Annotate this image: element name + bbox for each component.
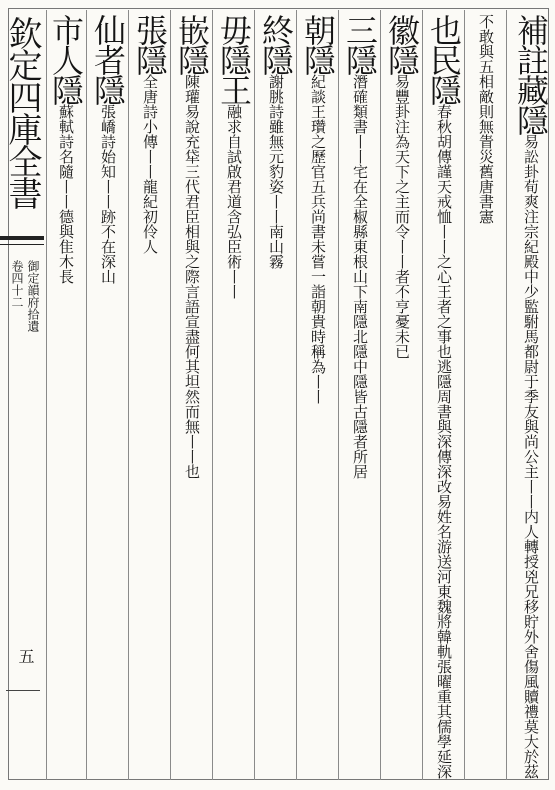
edition-band-thin xyxy=(0,244,44,245)
edition-title: 欽定四庫全書 xyxy=(2,16,42,208)
column-4-text: 易豐卦注為天下之主而令丨丨者不亨憂未已 xyxy=(393,74,411,359)
column-5 xyxy=(338,10,380,780)
column-3-headword: 也民隱 xyxy=(425,14,463,104)
folio-rule xyxy=(6,690,40,691)
column-8-headword: 毋隱王 xyxy=(215,14,253,104)
column-2 xyxy=(464,10,506,780)
column-1 xyxy=(506,10,551,780)
column-3 xyxy=(422,10,464,780)
folio-number: 五 xyxy=(16,648,35,664)
column-7 xyxy=(254,10,296,780)
column-10 xyxy=(128,10,170,780)
column-6 xyxy=(296,10,338,780)
column-4 xyxy=(380,10,422,780)
column-9-headword: 嵌隱 xyxy=(173,14,211,74)
column-4-headword: 徽隱 xyxy=(383,14,421,74)
column-6-text: 紀談王瓚之歷官五兵尚書未嘗一詣朝貴時稱為丨丨 xyxy=(309,74,327,404)
column-11-text: 張嶠詩始知丨丨跡不在深山 xyxy=(99,104,117,284)
column-6-headword: 朝隱 xyxy=(299,14,337,74)
column-3-text: 春秋胡傳謹天戒恤丨丨之心王者之事也逃隱周書與深傳深改易姓名游送河東魏將韓軌張曜重其儒學延深 xyxy=(435,104,453,779)
column-8 xyxy=(212,10,254,780)
column-5-text: 潛確類書丨丨宅在全椒縣東根山下南隱北隱中隱皆古隱者所居 xyxy=(351,74,369,479)
column-7-text: 謝朓詩雖無元豹姿丨丨南山霧 xyxy=(267,74,285,269)
column-7-headword: 終隱 xyxy=(257,14,295,74)
column-10-headword: 張隱 xyxy=(131,14,169,74)
text-columns xyxy=(46,10,551,780)
column-1-text: 易訟卦荀爽注宗紀殿中少監駙馬都尉于季友與尚公主丨丨内人轉授兇兄移貯外舍傷風贖禮莫大於茲 xyxy=(522,134,540,779)
edition-subtitle-book: 御定韻府拾遺 xyxy=(26,260,40,332)
column-5-headword: 三隱 xyxy=(341,14,379,74)
column-12 xyxy=(46,10,86,780)
column-8-text: 融求自試啟君道含弘臣術丨丨 xyxy=(225,104,243,299)
column-10-text: 全唐詩小傳丨丨龍紀初伶人 xyxy=(141,74,159,254)
column-9-text: 陳瓘易說充牮三代君臣相與之際言語宣盡何其坦然而無丨丨也 xyxy=(183,74,201,479)
edition-subtitle-volume: 卷四十二 xyxy=(10,260,24,308)
column-12-text: 蘇軾詩名隨丨丨德與隹木長 xyxy=(57,104,75,284)
column-11 xyxy=(86,10,128,780)
column-2-text: 不敢與五相敵則無眚災舊唐書憲 xyxy=(477,14,495,224)
column-9 xyxy=(170,10,212,780)
edition-strip xyxy=(0,8,44,788)
column-1-headword: 補註藏隱 xyxy=(512,14,550,134)
column-12-headword: 市人隱 xyxy=(47,14,85,104)
column-11-headword: 仙者隱 xyxy=(89,14,127,104)
edition-band xyxy=(0,236,44,240)
